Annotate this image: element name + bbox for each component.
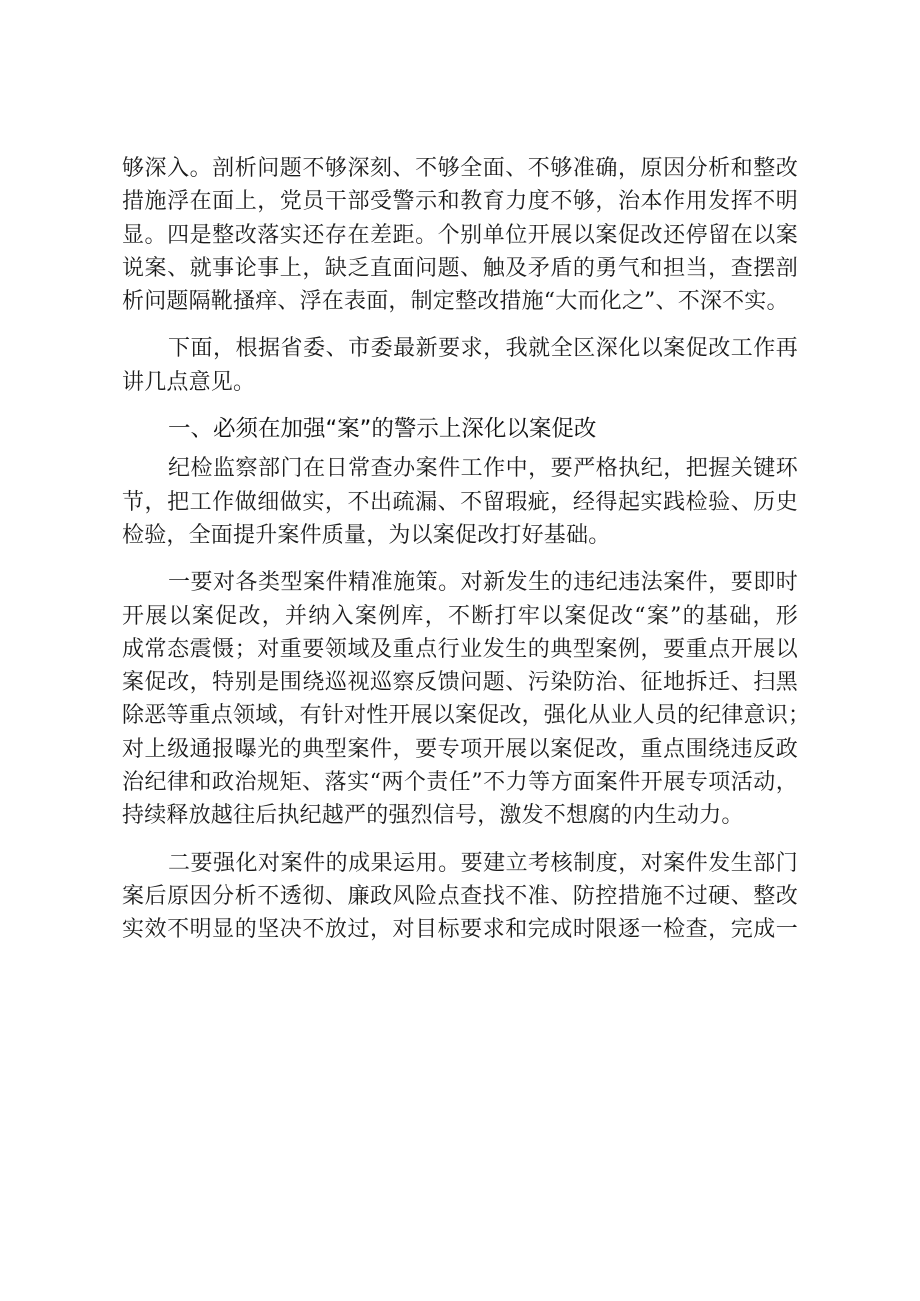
text-line: 讲几点意见。 xyxy=(122,369,256,395)
document-page xyxy=(122,152,811,947)
text-line: 检验，全面提升案件质量，为以案促改打好基础。 xyxy=(122,522,611,548)
text-line: 持续释放越往后执纪越严的强烈信号，激发不想腐的内生动力。 xyxy=(122,803,744,829)
paragraph xyxy=(122,452,798,552)
paragraph xyxy=(122,847,798,947)
text-line: 对上级通报曝光的典型案件，要专项开展以案促改，重点围绕违反政 xyxy=(122,736,798,762)
text-line: 节，把工作做细做实，不出疏漏、不留瑕疵，经得起实践检验、历史 xyxy=(122,489,798,515)
text-line: 案促改，特别是围绕巡视巡察反馈问题、污染防治、征地拆迁、扫黑 xyxy=(122,670,798,696)
text-line: 除恶等重点领域，有针对性开展以案促改，强化从业人员的纪律意识； xyxy=(122,703,811,729)
text-line: 开展以案促改，并纳入案例库，不断打牢以案促改“案”的基础，形 xyxy=(122,603,798,629)
paragraph xyxy=(122,566,811,832)
text-line: 显。四是整改落实还存在差距。个别单位开展以案促改还停留在以案 xyxy=(122,222,798,248)
text-line: 成常态震慑；对重要领域及重点行业发生的典型案例，要重点开展以 xyxy=(122,636,798,662)
text-line: 实效不明显的坚决不放过，对目标要求和完成时限逐一检查，完成一 xyxy=(122,917,798,943)
text-line: 治纪律和政治规矩、落实“两个责任”不力等方面案件开展专项活动， xyxy=(122,770,798,796)
text-line: 纪检监察部门在日常查办案件工作中，要严格执纪，把握关键环 xyxy=(168,456,798,482)
text-line: 措施浮在面上，党员干部受警示和教育力度不够，治本作用发挥不明 xyxy=(122,189,798,215)
text-line: 析问题隔靴搔痒、浮在表面，制定整改措施“大而化之”、不深不实。 xyxy=(122,289,789,315)
text-line: 够深入。剖析问题不够深刻、不够全面、不够准确，原因分析和整改 xyxy=(122,156,798,181)
text-line: 案后原因分析不透彻、廉政风险点查找不准、防控措施不过硬、整改 xyxy=(122,883,798,909)
text-line: 说案、就事论事上，缺乏直面问题、触及矛盾的勇气和担当，查摆剖 xyxy=(122,255,798,281)
paragraph xyxy=(122,332,798,399)
section-heading: 一、必须在加强“案”的警示上深化以案促改 xyxy=(168,416,597,443)
text-line: 二要强化对案件的成果运用。要建立考核制度，对案件发生部门 xyxy=(168,850,798,876)
text-line: 下面，根据省委、市委最新要求，我就全区深化以案促改工作再 xyxy=(168,336,798,362)
paragraph xyxy=(122,152,798,318)
text-line: 一要对各类型案件精准施策。对新发生的违纪违法案件，要即时 xyxy=(168,570,798,596)
